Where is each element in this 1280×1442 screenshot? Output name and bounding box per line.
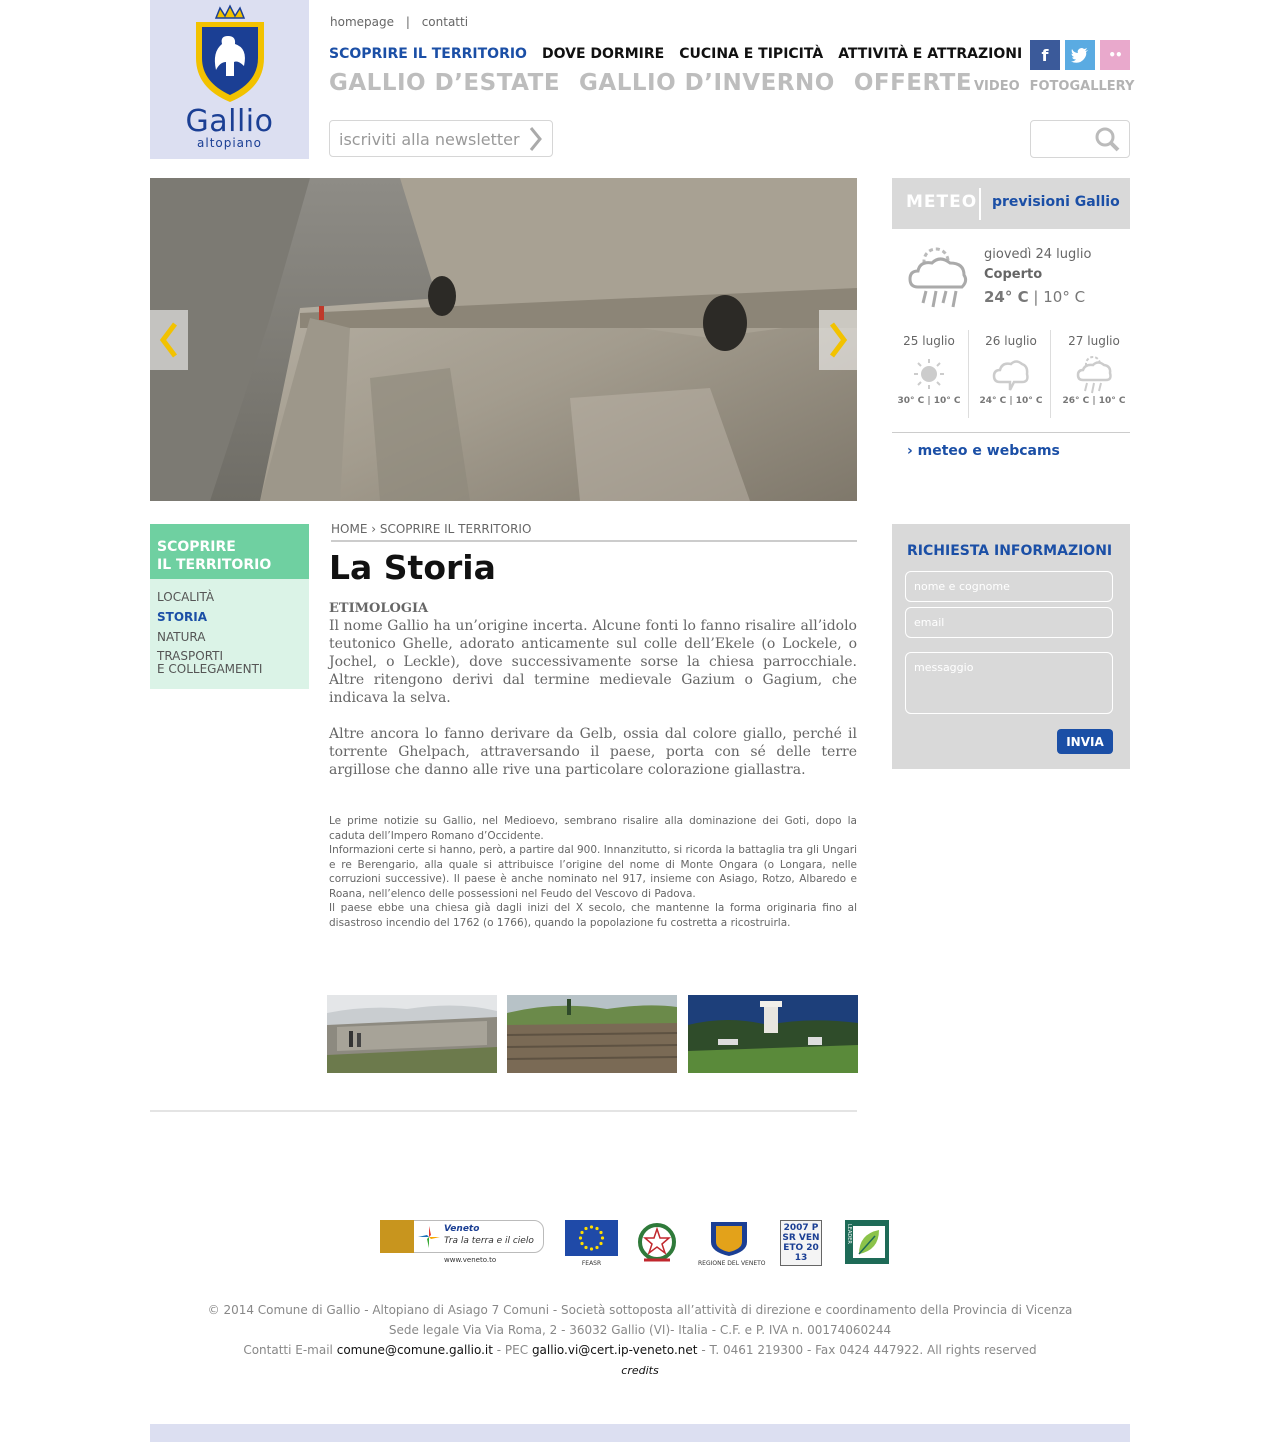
thumb-image-trenches — [327, 995, 497, 1073]
today-temperature — [984, 288, 1085, 306]
flickr-icon[interactable] — [1100, 40, 1130, 70]
footer-email-link[interactable]: comune@comune.gallio.it — [336, 1343, 493, 1357]
site-logo[interactable] — [150, 0, 309, 159]
gallio-crest-icon — [150, 0, 309, 110]
newsletter-placeholder: iscriviti alla newsletter — [339, 130, 520, 149]
form-title: RICHIESTA INFORMAZIONI — [907, 543, 1113, 559]
bottom-bar — [150, 1424, 1130, 1442]
forecast-date: 27 luglio — [1068, 334, 1120, 348]
top-links — [330, 15, 468, 29]
nav-dove-dormire[interactable]: DOVE DORMIRE — [541, 46, 665, 62]
forecast-temps: 24° C | 10° C — [979, 396, 1043, 406]
facebook-icon[interactable] — [1030, 40, 1060, 70]
paragraph-storia-3: Il paese ebbe una chiesa già dagli inizi del X secolo, che mantenne la forma originaria fino al disastroso incendio del 1762 (o 1766), quando la popolazione fu costretta a ricostruirla. — [329, 902, 857, 929]
forecast-temps: 30° C | 10° C — [897, 396, 961, 406]
nav-attivita-e-attrazioni[interactable]: ATTIVITÀ E ATTRAZIONI — [838, 46, 1023, 62]
footer-line-3 — [150, 1340, 1130, 1360]
veneto-lion-icon — [380, 1220, 414, 1253]
meteo-divider — [979, 188, 981, 220]
email-field[interactable] — [905, 607, 1113, 638]
meteo-divider-line — [892, 432, 1130, 433]
sidebar-item-trasporti-line1: TRASPORTI — [157, 649, 224, 663]
paragraph-storia — [329, 814, 857, 930]
psr-veneto-logo[interactable] — [780, 1220, 822, 1266]
sidebar-item-trasporti[interactable] — [157, 650, 262, 676]
veneto-logo[interactable] — [380, 1220, 544, 1266]
veneto-title: Veneto — [444, 1224, 480, 1234]
twitter-bird-icon — [1071, 48, 1089, 63]
chevron-right-icon[interactable] — [524, 124, 546, 154]
today-condition: Coperto — [984, 267, 1043, 282]
feasr-label: FEASR — [581, 1260, 602, 1267]
hero-slider[interactable] — [150, 178, 857, 501]
main-nav — [329, 46, 1037, 62]
forecast-temps: 26° C | 10° C — [1062, 396, 1126, 406]
regione-shield-icon — [698, 1220, 760, 1256]
facebook-glyph: f — [1041, 45, 1049, 65]
psr-label: 2007 PSR VENETO 2013 — [782, 1223, 820, 1263]
eu-flag-icon — [565, 1220, 618, 1256]
italian-republic-emblem-icon[interactable] — [636, 1220, 678, 1266]
fotogallery-link[interactable]: FOTOGALLERY — [1029, 79, 1135, 94]
leader-label: LEADER — [846, 1224, 852, 1244]
flickr-glyph: •• — [1108, 48, 1122, 62]
veneto-star-icon — [417, 1225, 441, 1249]
regione-veneto-logo[interactable] — [698, 1220, 766, 1267]
newsletter-box[interactable] — [329, 120, 553, 157]
footer-pec-link[interactable]: gallio.vi@cert.ip-veneto.net — [531, 1343, 698, 1357]
forecast-date: 26 luglio — [985, 334, 1037, 348]
sidebar-item-localita[interactable]: LOCALITÀ — [157, 590, 215, 604]
section-title: ETIMOLOGIA — [329, 601, 429, 616]
thumb-image-wall — [507, 995, 677, 1073]
nav-gallio-inverno[interactable]: GALLIO D’INVERNO — [579, 70, 835, 96]
name-field[interactable] — [905, 571, 1113, 602]
footer-pec-label: - PEC — [496, 1343, 529, 1357]
hero-next-button[interactable] — [819, 310, 857, 370]
season-nav — [329, 70, 991, 96]
thumb-image-monument — [688, 995, 858, 1073]
chevron-left-icon — [157, 320, 181, 360]
sun-icon — [912, 357, 946, 391]
footer-phone: - T. 0461 219300 - Fax 0424 447922. All rights reserved — [701, 1343, 1037, 1357]
sidebar-item-trasporti-line2: E COLLEGAMENTI — [157, 662, 263, 676]
forecast-divider — [968, 330, 969, 418]
today-temp-min: 10° C — [1043, 288, 1086, 306]
nav-scoprire-il-territorio[interactable]: SCOPRIRE IL TERRITORIO — [329, 46, 527, 62]
paragraph-etimologia-2: Altre ancora lo fanno derivare da Gelb, ossia dal colore giallo, perché il torrente Ghelpach, attraversando il paese, porta con sé delle terre argillose che danno alle rive una particolare colorazione giallastra. — [329, 726, 857, 778]
hero-prev-button[interactable] — [150, 310, 188, 370]
paragraph-storia-1: Le prime notizie su Gallio, nel Medioevo, sembrano risalire alla dominazione dei Goti, dopo la caduta dell’Impero Romano d’Occidente. — [329, 815, 857, 842]
email-placeholder: email — [914, 616, 945, 629]
hero-image — [150, 178, 857, 501]
rain-cloud-icon — [906, 241, 972, 313]
info-request-form — [892, 524, 1130, 769]
today-temp-max: 24° C — [984, 288, 1029, 306]
content-divider — [150, 1110, 857, 1112]
sidebar-title-line1: SCOPRIRE — [157, 539, 236, 555]
message-placeholder: messaggio — [914, 661, 974, 674]
nav-gallio-estate[interactable]: GALLIO D’ESTATE — [329, 70, 561, 96]
name-placeholder: nome e cognome — [914, 580, 1010, 593]
meteo-title[interactable]: previsioni Gallio — [992, 194, 1120, 210]
nav-cucina-e-tipicita[interactable]: CUCINA E TIPICITÀ — [679, 46, 824, 62]
gallery-thumb[interactable] — [327, 995, 497, 1073]
submit-button[interactable]: INVIA — [1057, 729, 1113, 754]
sidebar-item-natura[interactable]: NATURA — [157, 630, 206, 644]
eu-feasr-logo[interactable] — [565, 1220, 618, 1266]
cloud-icon — [992, 358, 1030, 394]
forecast-divider — [1050, 330, 1051, 418]
paragraph-etimologia-1: Il nome Gallio ha un’origine incerta. Alcune fonti lo fanno risalire all’idolo teutonico Ghelle, adorato anticamente sul colle dell’Ekele (o Lockele, o Jochel, o Leckle), dove successivamente sorse la chiesa parrocchiale. Altre ritengono derivi dal termine medievale Gazium o Gagium, che indicava la selva. — [329, 618, 857, 706]
search-icon[interactable] — [1093, 125, 1121, 153]
meteo-label: METEO — [906, 192, 978, 212]
footer-contacts-label: Contatti E-mail — [243, 1343, 333, 1357]
page-title: La Storia — [329, 548, 496, 587]
gallery-thumb[interactable] — [688, 995, 858, 1073]
meteo-header — [892, 178, 1130, 229]
top-links-separator: | — [405, 15, 410, 29]
search-input[interactable] — [1030, 120, 1130, 158]
twitter-icon[interactable] — [1065, 40, 1095, 70]
logo-subtitle: altopiano — [197, 136, 262, 150]
breadcrumb[interactable]: HOME › SCOPRIRE IL TERRITORIO — [331, 522, 857, 542]
homepage-link[interactable]: homepage — [330, 15, 394, 29]
regione-label: REGIONE DEL VENETO — [698, 1260, 766, 1267]
sidebar-menu — [150, 579, 309, 689]
meteo-webcams-link[interactable]: › meteo e webcams — [907, 443, 1060, 459]
veneto-tagline: Tra la terra e il cielo — [444, 1236, 534, 1246]
paragraph-storia-2: Informazioni certe si hanno, però, a partire dal 900. Innanzitutto, si ricorda la battaglia tra gli Ungari e re Berengario, alla quale si attribuisce l’origine del nome di Monte Ongara (o Longara, nelle corruzioni successive). Il paese è anche nominato nel 917, insieme con Asiago, Rotzo, Albaredo e Roana, nell’elenco delle possessioni nel Feudo del Vescovo di Padova. — [329, 844, 857, 900]
leader-logo[interactable] — [845, 1220, 889, 1264]
chevron-right-icon — [826, 320, 850, 360]
media-links — [974, 79, 1144, 94]
footer-line-2: Sede legale Via Via Roma, 2 - 36032 Gallio (VI)- Italia - C.F. e P. IVA n. 00174060244 — [388, 1323, 892, 1337]
video-link[interactable]: VIDEO — [974, 79, 1020, 94]
nav-offerte[interactable]: OFFERTE — [853, 70, 973, 96]
rain-icon — [1075, 352, 1115, 396]
message-field[interactable] — [905, 652, 1113, 714]
today-date: giovedì 24 luglio — [984, 247, 1092, 262]
footer — [150, 1300, 1130, 1381]
footer-line-1: © 2014 Comune di Gallio - Altopiano di Asiago 7 Comuni - Società sottoposta all’attività di direzione e coordinamento della Provincia di Vicenza — [207, 1303, 1073, 1317]
sidebar-title-line2: IL TERRITORIO — [157, 557, 272, 573]
sidebar-item-storia[interactable]: STORIA — [157, 610, 208, 624]
today-temp-sep: | — [1033, 288, 1039, 306]
gallery-thumb[interactable] — [507, 995, 677, 1073]
logo-wordmark: Gallio — [185, 104, 274, 139]
forecast-date: 25 luglio — [903, 334, 955, 348]
credits-link[interactable]: credits — [621, 1364, 659, 1377]
veneto-url: www.veneto.to — [444, 1256, 497, 1264]
sidebar-header — [150, 524, 309, 579]
contatti-link[interactable]: contatti — [421, 15, 469, 29]
